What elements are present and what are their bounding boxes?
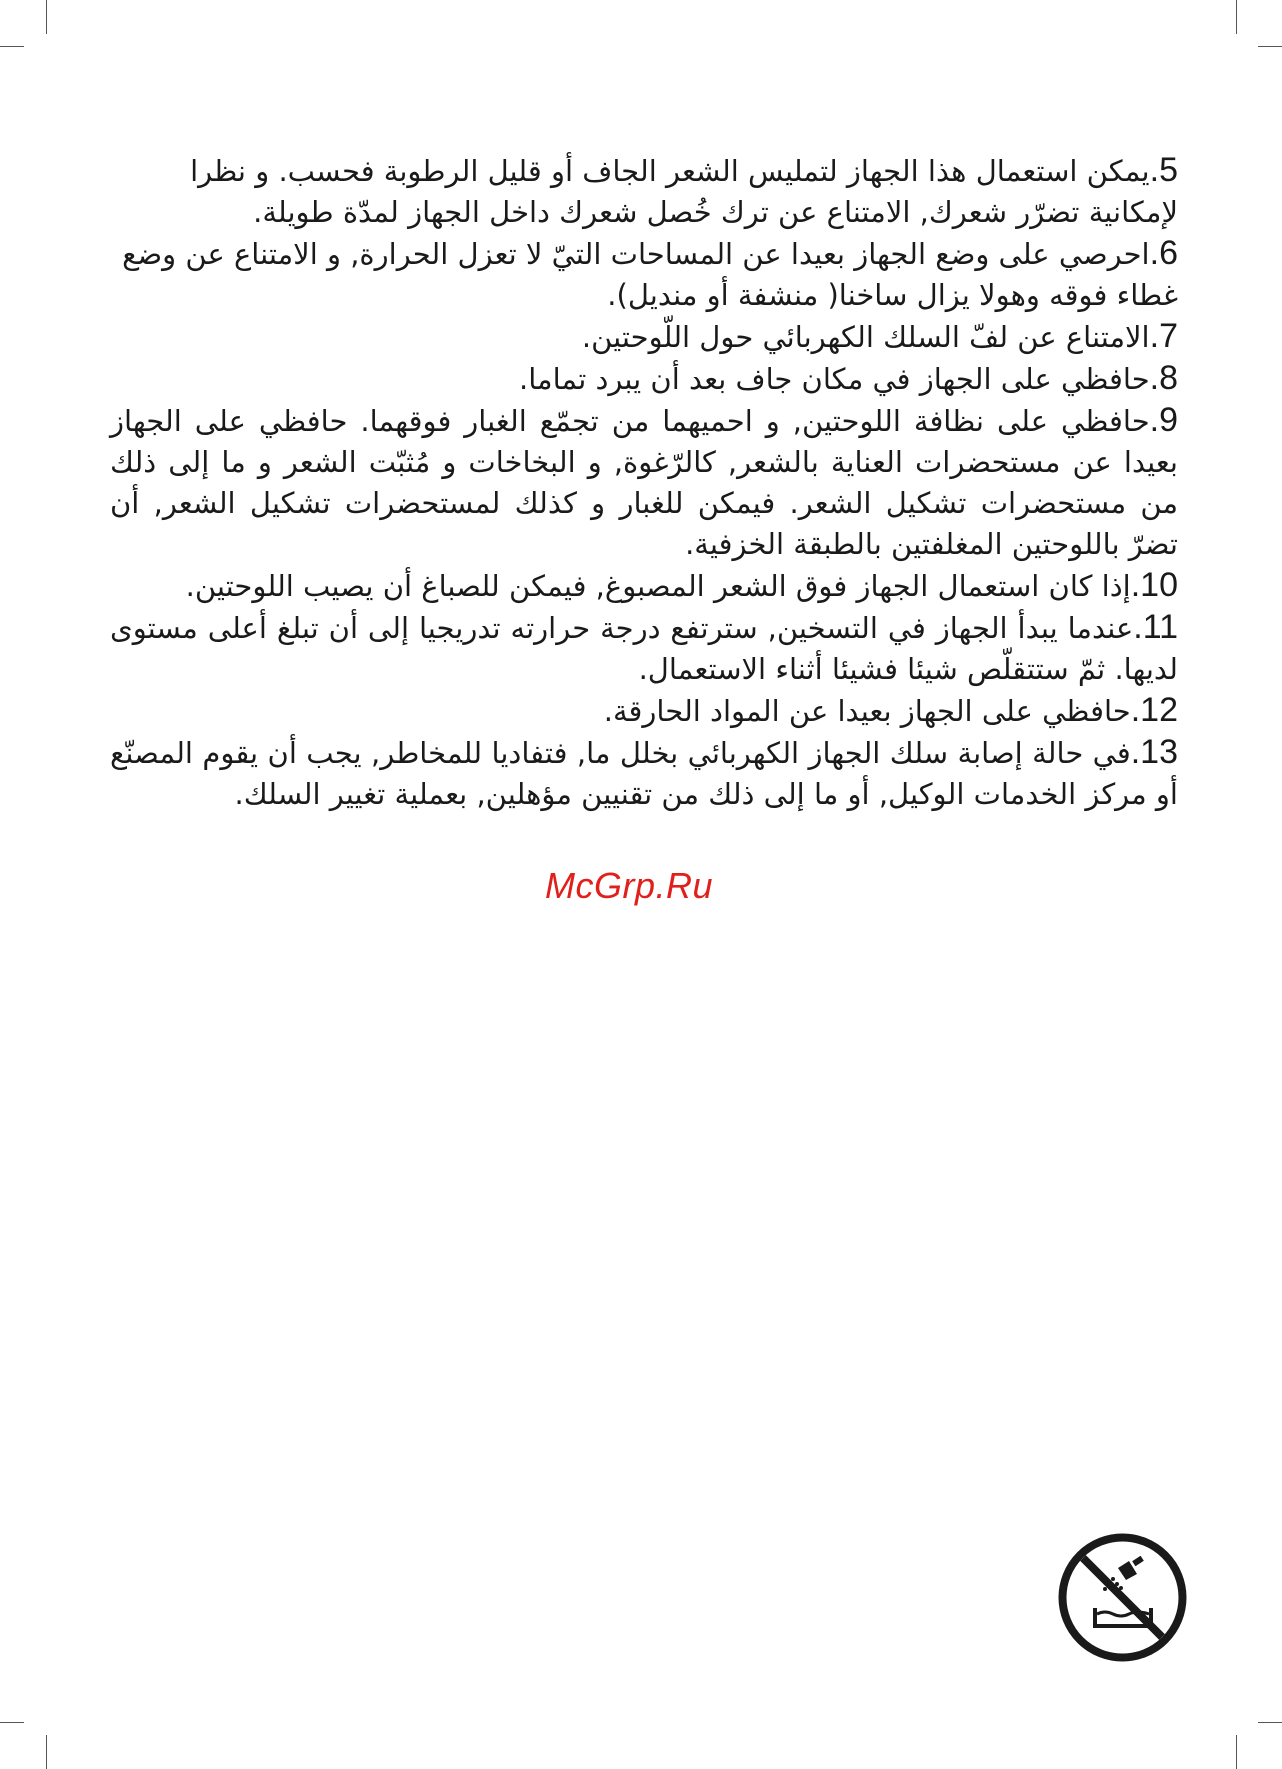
instruction-item: 6.احرصي على وضع الجهاز بعيدا عن المساحات التيّ لا تعزل الحرارة, و الامتناع عن وضع غطاء فوقه وهولا يزال ساخنا( منشفة أو منديل).: [122, 234, 1178, 312]
instruction-item: 5.يمكن استعمال هذا الجهاز لتمليس الشعر الجاف أو قليل الرطوبة فحسب. و نظرا لإمكانية تضرّر شعرك, الامتناع عن ترك خُصل شعرك داخل الجهاز لمدّة طويلة.: [190, 151, 1178, 229]
crop-mark: [0, 1722, 24, 1723]
instructions-list: [110, 150, 1178, 815]
crop-mark: [1236, 0, 1237, 34]
crop-mark: [46, 1735, 47, 1769]
instruction-item: 9.حافظي على نظافة اللوحتين, و احميهما من تجمّع الغبار فوقهما. حافظي على الجهاز بعيدا عن مستحضرات العناية بالشعر, كالرّغوة, و البخاخات و مُثبّت الشعر و ما إلى ذلك من مستحضرات تشكيل الشعر. فيمكن للغبار و كذلك لمستحضرات تشكيل الشعر, أن تضرّ باللوحتين المغلفتين بالطبقة الخزفية.: [110, 401, 1178, 561]
crop-mark: [0, 46, 24, 47]
instruction-item: 7.الامتناع عن لفّ السلك الكهربائي حول اللّوحتين.: [581, 317, 1178, 355]
instruction-item: 8.حافظي على الجهاز في مكان جاف بعد أن يبرد تماما.: [519, 359, 1178, 397]
instruction-item: 10.إذا كان استعمال الجهاز فوق الشعر المصبوغ, فيمكن للصباغ أن يصيب اللوحتين.: [185, 566, 1178, 604]
crop-mark: [1258, 46, 1282, 47]
crop-mark: [1236, 1735, 1237, 1769]
crop-mark: [1258, 1722, 1282, 1723]
no-water-bath-icon: [1055, 1530, 1190, 1665]
instruction-item: 13.في حالة إصابة سلك الجهاز الكهربائي بخلل ما, فتفاديا للمخاطر, يجب أن يقوم المصنّع أو مركز الخدمات الوكيل, أو ما إلى ذلك من تقنيين مؤهلين, بعملية تغيير السلك.: [110, 733, 1178, 811]
crop-mark: [46, 0, 47, 34]
instruction-item: 11.عندما يبدأ الجهاز في التسخين, سترتفع درجة حرارته تدريجيا إلى أن تبلغ أعلى مستوى لديها. ثمّ ستتقلّص شيئا فشيئا أثناء الاستعمال.: [110, 608, 1178, 686]
instruction-item: 12.حافظي على الجهاز بعيدا عن المواد الحارقة.: [603, 691, 1178, 729]
watermark: McGrp.Ru: [545, 865, 714, 906]
